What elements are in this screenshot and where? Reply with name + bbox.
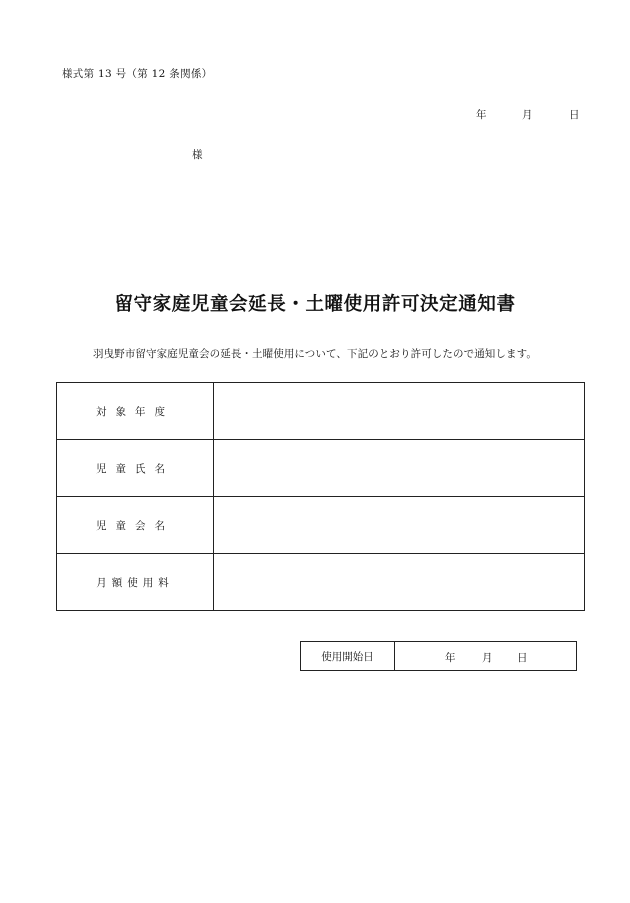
table-row (57, 497, 585, 554)
row-label-club-name: 児童会名 (57, 497, 214, 554)
start-date-day: 日 (517, 652, 528, 664)
row-value-child-name (214, 440, 585, 497)
issue-date-month: 月 (522, 109, 533, 121)
row-label-monthly-fee: 月額使用料 (57, 554, 214, 611)
start-date-value (395, 642, 577, 671)
form-number: 様式第 13 号（第 12 条関係） (62, 68, 213, 80)
start-date-label: 使用開始日 (301, 642, 395, 671)
row-value-fiscal-year (214, 383, 585, 440)
table-row (57, 383, 585, 440)
issue-date-year: 年 (476, 109, 487, 121)
addressee-suffix: 様 (192, 149, 203, 161)
document-title: 留守家庭児童会延長・土曜使用許可決定通知書 (114, 294, 516, 315)
start-date-month: 月 (482, 652, 493, 664)
table-row (57, 554, 585, 611)
body-text: 羽曳野市留守家庭児童会の延長・土曜使用について、下記のとおり許可したので通知します。 (93, 348, 537, 360)
row-label-fiscal-year: 対象年度 (57, 383, 214, 440)
permit-details-table (56, 382, 585, 611)
start-date-year: 年 (445, 652, 456, 664)
row-label-child-name: 児童氏名 (57, 440, 214, 497)
table-row (301, 642, 577, 671)
issue-date-day: 日 (569, 109, 580, 121)
row-value-club-name (214, 497, 585, 554)
start-date-table (300, 641, 577, 671)
table-row (57, 440, 585, 497)
row-value-monthly-fee (214, 554, 585, 611)
